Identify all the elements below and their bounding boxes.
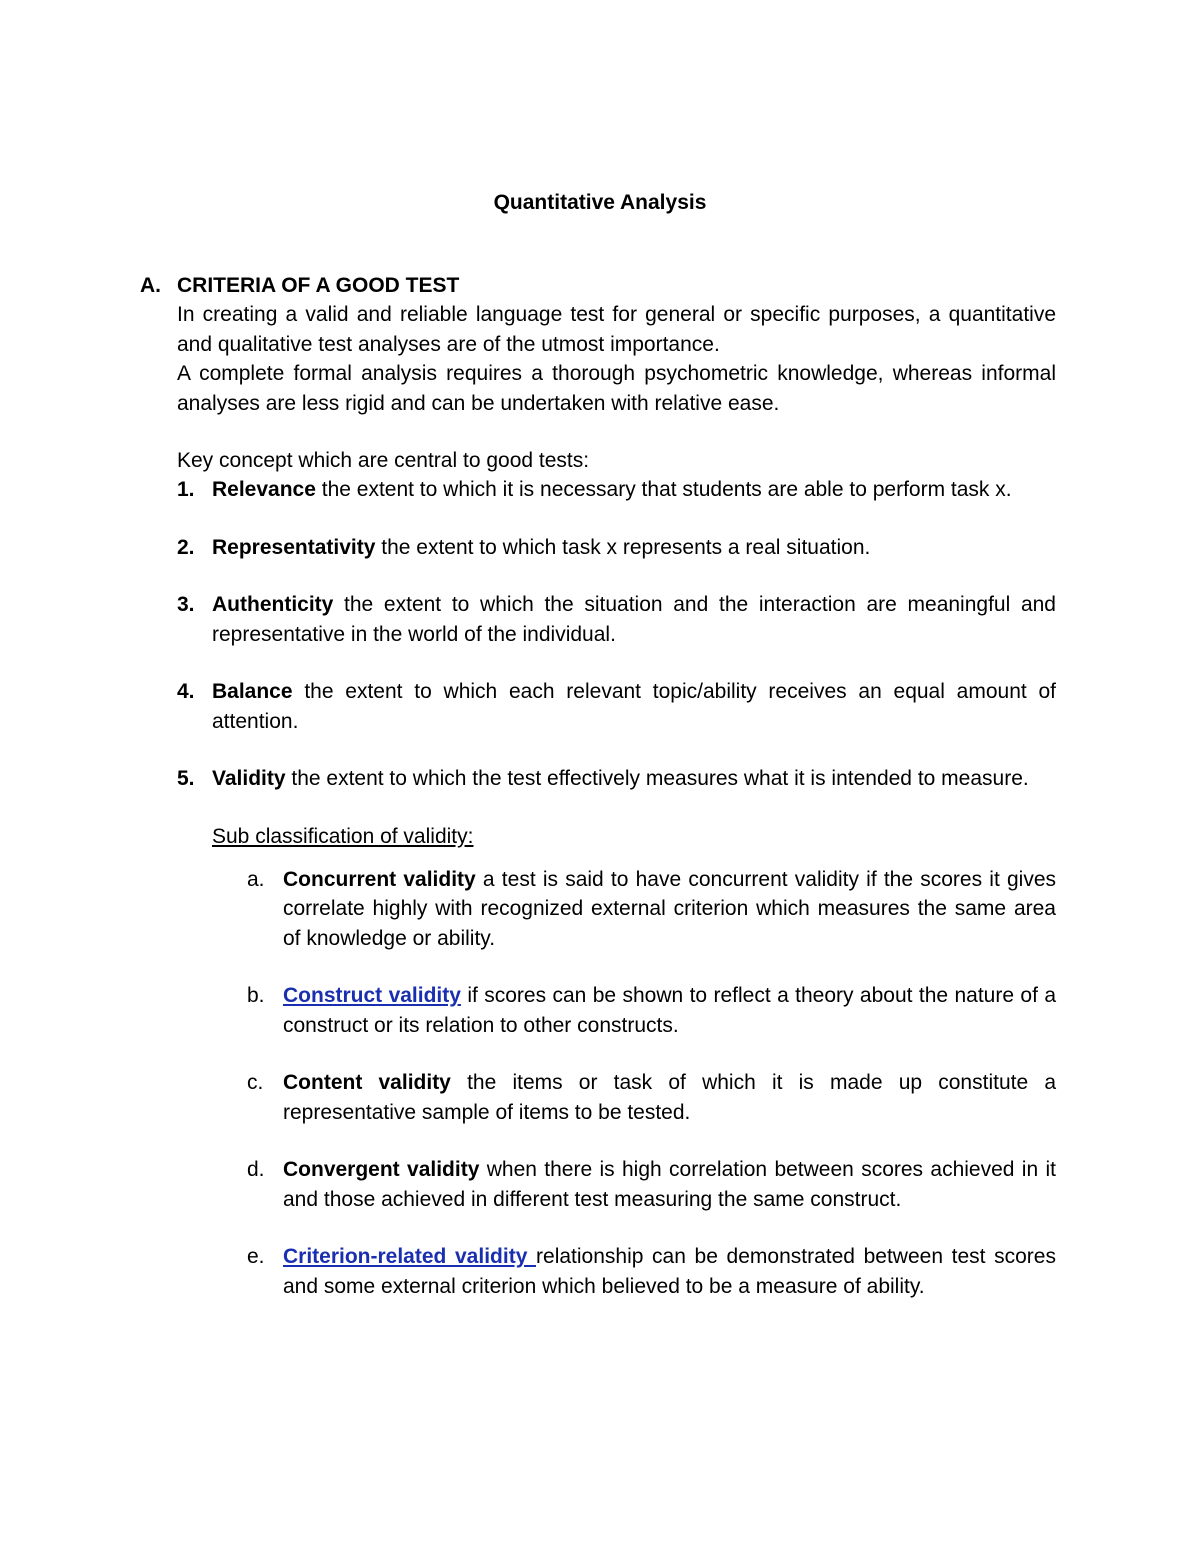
concept-item-authenticity (177, 590, 1056, 649)
spacer (212, 1127, 1056, 1155)
validity-text (283, 1068, 1056, 1127)
concept-text (212, 677, 1056, 736)
concept-item-relevance (177, 475, 1056, 505)
section-body (177, 300, 1056, 1301)
list-marker: 1. (177, 478, 195, 501)
concept-term: Relevance (212, 478, 316, 501)
validity-definition: the items or task of which it is made up constitute a representative sample of items to be tested. (283, 1071, 1057, 1124)
construct-validity-link[interactable]: Construct validity (283, 984, 461, 1007)
validity-item-concurrent (212, 865, 1056, 954)
validity-term: Convergent validity (283, 1158, 480, 1181)
validity-text (283, 1155, 1056, 1214)
spacer (177, 505, 1056, 533)
validity-definition: relationship can be demonstrated between test scores and some external criterion which believed to be a measure of ability. (283, 1245, 1056, 1298)
document-title: Quantitative Analysis (493, 191, 707, 214)
list-marker: 5. (177, 767, 195, 790)
validity-types-list (212, 865, 1056, 1302)
validity-sub-heading: Sub classification of validity: (212, 824, 474, 848)
key-concepts-intro: Key concept which are central to good tests: (177, 449, 590, 472)
concept-term: Representativity (212, 535, 376, 559)
spacer (212, 1214, 1056, 1242)
section-criteria (140, 271, 1060, 1301)
validity-definition: a test is said to have concurrent validity if the scores it gives correlate highly with recognized external criterion which measures the same area of knowledge or ability. (283, 867, 1056, 950)
validity-text (283, 865, 1056, 954)
list-marker: c. (247, 1071, 264, 1094)
concept-definition: the extent to which the test effectively measures what it is intended to measure. (285, 767, 1029, 790)
validity-item-criterion (212, 1242, 1056, 1301)
analysis-paragraph: A complete formal analysis requires a thorough psychometric knowledge, whereas informal analyses are less rigid and can be undertaken with relative ease. (177, 362, 1056, 415)
list-marker: 4. (177, 680, 195, 703)
intro-paragraph: In creating a valid and reliable language test for general or specific purposes, a quantitative and qualitative test analyses are of the utmost importance. (177, 303, 1056, 356)
criterion-validity-link[interactable]: Criterion-related validity (283, 1245, 537, 1268)
concept-text (212, 764, 1056, 794)
concept-term: Validity (212, 767, 286, 790)
concept-text (212, 533, 1056, 563)
validity-item-convergent (212, 1155, 1056, 1214)
spacer (177, 736, 1056, 764)
key-concepts-list (177, 475, 1056, 794)
concept-definition: the extent to which it is necessary that students are able to perform task x. (315, 478, 1012, 501)
validity-term: Concurrent validity (283, 867, 476, 891)
list-marker: a. (247, 867, 265, 891)
validity-term: Content validity (283, 1071, 451, 1094)
validity-text (283, 981, 1056, 1040)
validity-text (283, 1242, 1056, 1301)
concept-text (212, 590, 1056, 649)
spacer (177, 562, 1056, 590)
concept-definition: the extent to which the situation and the interaction are meaningful and representative in the world of the individual. (212, 593, 1056, 646)
spacer (212, 953, 1056, 981)
section-heading (140, 271, 1060, 300)
validity-definition: if scores can be shown to reflect a theory about the nature of a construct or its relation to other constructs. (283, 984, 1056, 1037)
validity-subsection (212, 822, 1056, 1302)
concept-definition: the extent to which each relevant topic/ability receives an equal amount of attention. (212, 680, 1056, 733)
list-marker: 3. (177, 593, 195, 616)
spacer (177, 418, 1056, 446)
section-heading-text: CRITERIA OF A GOOD TEST (177, 274, 460, 297)
concept-item-balance (177, 677, 1056, 736)
spacer (212, 1040, 1056, 1068)
validity-item-content (212, 1068, 1056, 1127)
spacer (177, 649, 1056, 677)
concept-item-representativity (177, 533, 1056, 563)
concept-term: Authenticity (212, 593, 334, 616)
list-marker: d. (247, 1158, 265, 1181)
validity-item-construct (212, 981, 1056, 1040)
list-marker: b. (247, 984, 265, 1007)
concept-item-validity (177, 764, 1056, 794)
list-marker: 2. (177, 535, 195, 559)
concept-text (212, 475, 1056, 505)
concept-term: Balance (212, 680, 293, 703)
list-marker: e. (247, 1245, 265, 1268)
section-letter: A. (140, 274, 161, 297)
validity-definition: when there is high correlation between scores achieved in it and those achieved in different test measuring the same construct. (283, 1158, 1056, 1211)
concept-definition: the extent to which task x represents a real situation. (375, 535, 871, 559)
